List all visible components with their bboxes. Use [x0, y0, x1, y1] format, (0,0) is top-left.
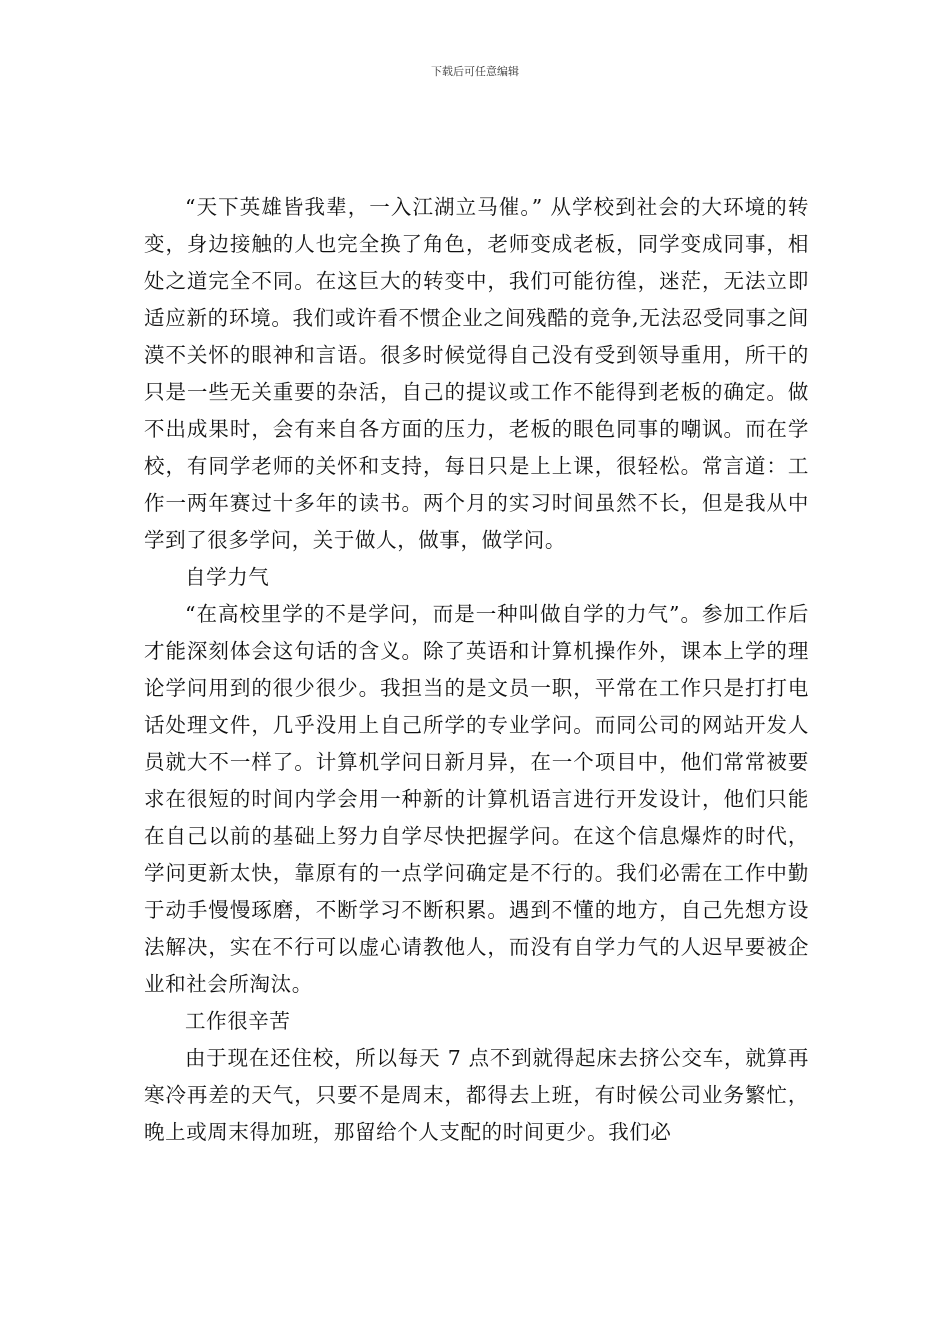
paragraph-self-study: “在高校里学的不是学问，而是一种叫做自学的力气”。参加工作后才能深刻体会这句话的含义。除了英语和计算机操作外，课本上学的理论学问用到的很少很少。我担当的是文员一职，平常在工作只是打打电话处理文件，几乎没用上自己所学的专业学问。而同公司的网站开发人员就大不一样了。计算机学问日新月异，在一个项目中，他们常常被要求在很短的时间内学会用一种新的计算机语言进行开发设计，他们只能在自己以前的基础上努力自学尽快把握学问。在这个信息爆炸的时代，学问更新太快，靠原有的一点学问确定是不行的。我们必需在工作中勤于动手慢慢琢磨，不断学习不断积累。遇到不懂的地方，自己先想方设法解决，实在不行可以虚心请教他人，而没有自学力气的人迟早要被企业和社会所淘汰。 — [144, 602, 809, 996]
paragraph-hard-work: 由于现在还住校，所以每天 7 点不到就得起床去挤公交车，就算再寒冷再差的天气，只要不是周末，都得去上班，有时候公司业务繁忙，晚上或周末得加班，那留给个人支配的时间更少。我们必 — [144, 1046, 809, 1144]
page-header-note: 下载后可任意编辑 — [431, 65, 519, 78]
document-body — [144, 189, 809, 1151]
section-heading-hard-work: 工作很辛苦 — [185, 1009, 291, 1033]
paragraph-intro: “天下英雄皆我辈，一入江湖立马催。” 从学校到社会的大环境的转变，身边接触的人也完全换了角色，老师变成老板，同学变成同事，相处之道完全不同。在这巨大的转变中，我们可能彷徨，迷茫，无法立即适应新的环境。我们或许看不惯企业之间残酷的竞争,无法忍受同事之间漠不关怀的眼神和言语。很多时候觉得自己没有受到领导重用，所干的只是一些无关重要的杂活，自己的提议或工作不能得到老板的确定。做不出成果时，会有来自各方面的压力，老板的眼色同事的嘲讽。而在学校，有同学老师的关怀和支持，每日只是上上课，很轻松。常言道：工作一两年赛过十多年的读书。两个月的实习时间虽然不长，但是我从中学到了很多学问，关于做人，做事，做学问。 — [144, 195, 809, 552]
section-heading-self-study: 自学力气 — [185, 565, 270, 589]
